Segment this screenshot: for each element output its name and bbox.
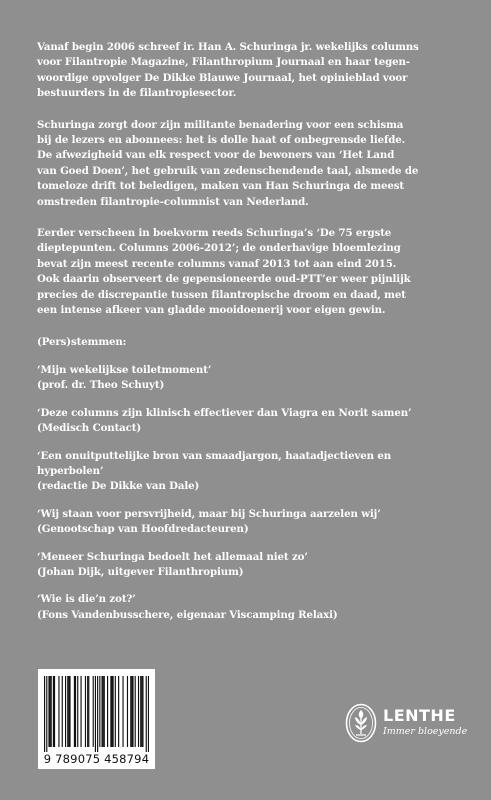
publisher-tagline: Immer bloeyende bbox=[383, 726, 468, 737]
flower-emblem-icon bbox=[345, 703, 377, 743]
publisher-name: LENTHE bbox=[383, 706, 456, 725]
quote-text: ‘Wij staan voor persvrijheid, maar bij Schuringa aarzelen wij’ bbox=[37, 507, 381, 520]
barcode-bar bbox=[77, 676, 78, 747]
barcode-bar bbox=[85, 676, 86, 747]
press-quote bbox=[37, 550, 457, 581]
press-quote bbox=[37, 449, 457, 495]
quote-text: ‘Meneer Schuringa bedoelt het allemaal niet zo’ bbox=[37, 550, 308, 563]
quote-source: (Medisch Contact) bbox=[37, 422, 142, 435]
quote-text: ‘Een onuitputtelijke bron van smaadjargon, haatadjectieven en hyperbolen’ bbox=[37, 449, 392, 477]
barcode-bars bbox=[44, 676, 149, 752]
quote-text: ‘Mijn wekelijkse toiletmoment’ bbox=[37, 363, 212, 376]
barcode-bar bbox=[67, 676, 68, 747]
barcode-bar bbox=[46, 676, 47, 752]
barcode-bar bbox=[74, 676, 75, 747]
barcode-bar bbox=[140, 676, 141, 747]
barcode-bar bbox=[97, 676, 98, 752]
quote-source: (Fons Vandenbusschere, eigenaar Viscamping Relaxi) bbox=[37, 608, 338, 621]
barcode-bar bbox=[113, 676, 114, 747]
barcode-bar bbox=[148, 676, 149, 752]
barcode-bar bbox=[51, 676, 52, 747]
barcode-bar bbox=[44, 676, 45, 752]
barcode-bar bbox=[127, 676, 128, 747]
isbn-barcode bbox=[38, 669, 155, 769]
blurb-text bbox=[37, 40, 457, 635]
barcode-bar bbox=[93, 676, 94, 747]
intro-paragraph: Vanaf begin 2006 schreef ir. Han A. Schuringa jr. wekelijks columns voor Filantropie Magazine, Filanthropium Journaal en haar tegen- woordige opvolger De Dikke Blauwe Journaal, het opinieblad voor bestuurders in de filantropiesector. bbox=[37, 41, 419, 100]
press-quote bbox=[37, 507, 457, 538]
press-quote bbox=[37, 592, 457, 623]
quote-source: (prof. dr. Theo Schuyt) bbox=[37, 379, 165, 392]
barcode-bar bbox=[130, 676, 131, 747]
barcode-bar bbox=[103, 676, 104, 747]
barcode-bar bbox=[69, 676, 70, 747]
quote-source: (Genootschap van Hoofdredacteuren) bbox=[37, 523, 249, 536]
barcode-bar bbox=[65, 676, 66, 747]
barcode-bar bbox=[62, 676, 63, 747]
barcode-bar bbox=[138, 676, 139, 747]
barcode-bar bbox=[53, 676, 54, 747]
publisher-logo bbox=[345, 703, 468, 743]
barcode-bar bbox=[132, 676, 133, 747]
barcode-bar bbox=[48, 676, 49, 747]
barcode-bar bbox=[142, 676, 143, 747]
barcode-bar bbox=[88, 676, 89, 747]
barcode-bar bbox=[104, 676, 105, 747]
barcode-bar bbox=[68, 676, 69, 747]
barcode-bar bbox=[80, 676, 81, 747]
barcode-bar bbox=[99, 676, 100, 747]
barcode-bar bbox=[131, 676, 132, 747]
barcode-bar bbox=[54, 676, 55, 747]
barcode-bar bbox=[87, 676, 88, 747]
quote-source: (Johan Dijk, uitgever Filanthropium) bbox=[37, 565, 244, 578]
quote-text: ‘Deze columns zijn klinisch effectiever dan Viagra en Norit samen’ bbox=[37, 406, 412, 419]
press-heading: (Pers)stemmen: bbox=[37, 335, 127, 348]
barcode-bar bbox=[107, 676, 108, 747]
barcode-bar bbox=[111, 676, 112, 747]
barcode-bar bbox=[110, 676, 111, 747]
barcode-bar bbox=[75, 676, 76, 747]
barcode-bar bbox=[118, 676, 119, 747]
barcode-bar bbox=[141, 676, 142, 747]
quote-source: (redactie De Dikke van Dale) bbox=[37, 480, 200, 493]
description-paragraph: Schuringa zorgt door zijn militante benadering voor een schisma bij de lezers en abonnees: het is dolle haat of onbegrensde liefde. De afwezigheid van elk respect voor de bewoners van ‘Het Land van Goed Doen’, het gebruik van zedenschendende taal, alsmede de tomeloze drift tot beledigen, maken van Han Schuringa de meest omstreden filantropie-columnist van Nederland. bbox=[37, 118, 419, 208]
barcode-bar bbox=[115, 676, 116, 747]
isbn-number: 9 789075 458794 bbox=[43, 752, 150, 766]
barcode-bar bbox=[95, 676, 96, 752]
barcode-bar bbox=[122, 676, 123, 747]
barcode-bar bbox=[101, 676, 102, 747]
press-quote bbox=[37, 406, 457, 437]
press-quote bbox=[37, 363, 457, 394]
barcode-bar bbox=[146, 676, 147, 752]
quote-text: ‘Wie is die’n zot?’ bbox=[37, 593, 136, 606]
barcode-bar bbox=[50, 676, 51, 747]
barcode-bar bbox=[58, 676, 59, 747]
publication-paragraph: Eerder verscheen in boekvorm reeds Schuringa’s ‘De 75 ergste dieptepunten. Columns 2006-2012’; de onderhavige bloemlezing bevat zijn meest recente columns vanaf 2013 tot aan eind 2015. Ook daarin observeert de gepensioneerde oud-PTT’er weer pijnlijk precies de discrepantie tussen filantropische droom en daad, met een intense afkeer van gladde mooidoenerij voor eigen gewin. bbox=[37, 227, 411, 317]
barcode-bar bbox=[135, 676, 136, 747]
